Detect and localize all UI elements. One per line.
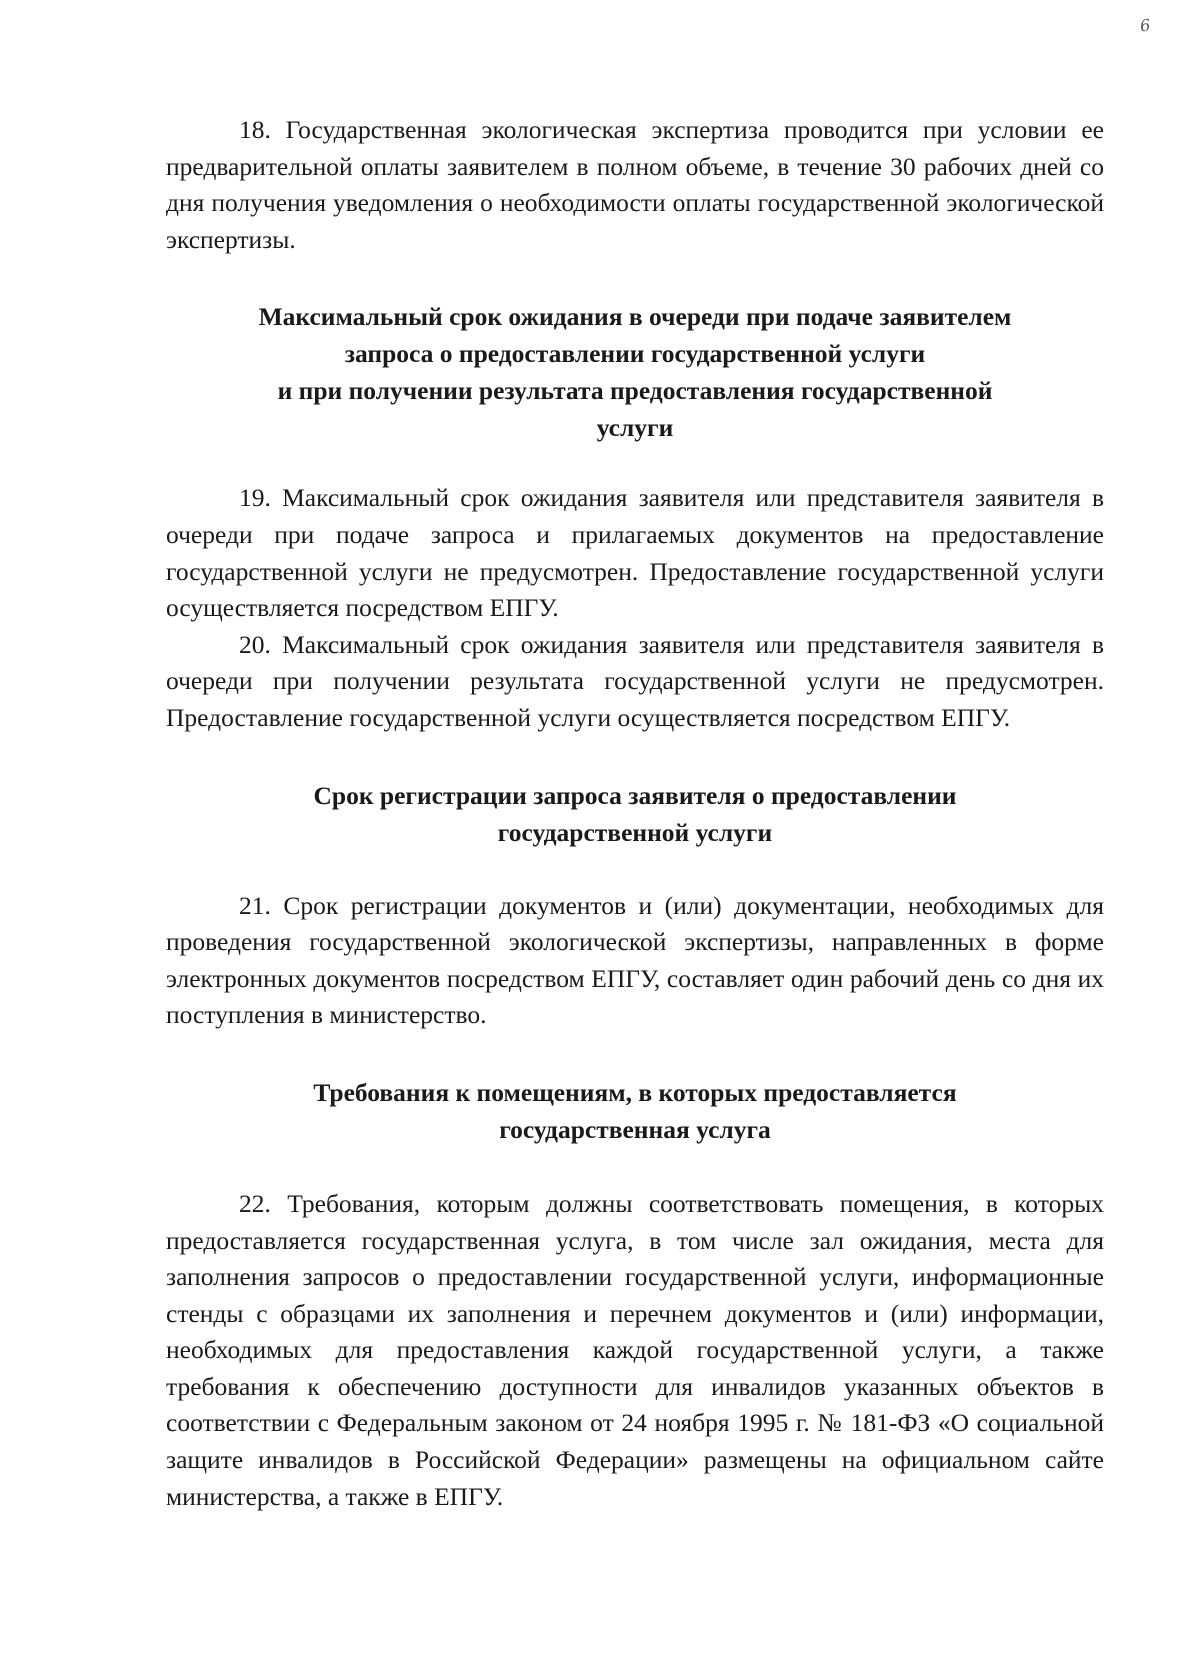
paragraph-22: 22. Требования, которым должны соответствовать помещения, в которых предоставляется государственная услуга, в том числе зал ожидания, места для заполнения запросов о предоставлении государственной услуги, информационные стенды с образцами их заполнения и перечнем документов и (или) информации, необходимых для предоставления каждой государственной услуги, а также требования к обеспечению доступности для инвалидов указанных объектов в соответствии с Федеральным законом от 24 ноября 1995 г. № 181-ФЗ «О социальной защите инвалидов в Российской Федерации» размещены на официальном сайте министерства, а также в ЕПГУ. bbox=[166, 1188, 1104, 1511]
section-heading-premises-requirements bbox=[166, 1074, 1104, 1148]
heading-line: Максимальный срок ожидания в очереди при подаче заявителем bbox=[258, 302, 1012, 332]
heading-line: Требования к помещениям, в которых предоставляется bbox=[313, 1077, 957, 1107]
heading-line: и при получении результата предоставления государственной bbox=[277, 376, 993, 406]
paragraph-19: 19. Максимальный срок ожидания заявителя или представителя заявителя в очереди при подаче запроса и прилагаемых документов на предоставление государственной услуги не предусмотрен. Предоставление государственной услуги осуществляется посредством ЕПГУ. bbox=[166, 483, 1104, 623]
page-number-mark: 6 bbox=[1138, 15, 1152, 36]
heading-line: запроса о предоставлении государственной услуги bbox=[344, 339, 926, 369]
paragraph-18: 18. Государственная экологическая экспертиза проводится при условии ее предварительной оплаты заявителем в полном объеме, в течение 30 рабочих дней со дня получения уведомления о необходимости оплаты государственной экологической экспертизы. bbox=[166, 115, 1104, 254]
paragraph-20: 20. Максимальный срок ожидания заявителя или представителя заявителя в очереди при получении результата государственной услуги не предусмотрен. Предоставление государственной услуги осуществляется посредством ЕПГУ. bbox=[166, 629, 1104, 732]
document-body bbox=[166, 112, 1104, 1515]
heading-line: услуги bbox=[596, 413, 674, 443]
section-heading-registration-period bbox=[166, 777, 1104, 851]
heading-line: государственной услуги bbox=[497, 817, 773, 847]
heading-line: государственная услуга bbox=[499, 1114, 771, 1144]
heading-line: Срок регистрации запроса заявителя о предоставлении bbox=[313, 780, 957, 810]
paragraph-21: 21. Срок регистрации документов и (или) документации, необходимых для проведения государственной экологической экспертизы, направленных в форме электронных документов посредством ЕПГУ, составляет один рабочий день со дня их поступления в министерство. bbox=[166, 890, 1104, 1030]
section-heading-queue-wait-time bbox=[166, 298, 1104, 446]
